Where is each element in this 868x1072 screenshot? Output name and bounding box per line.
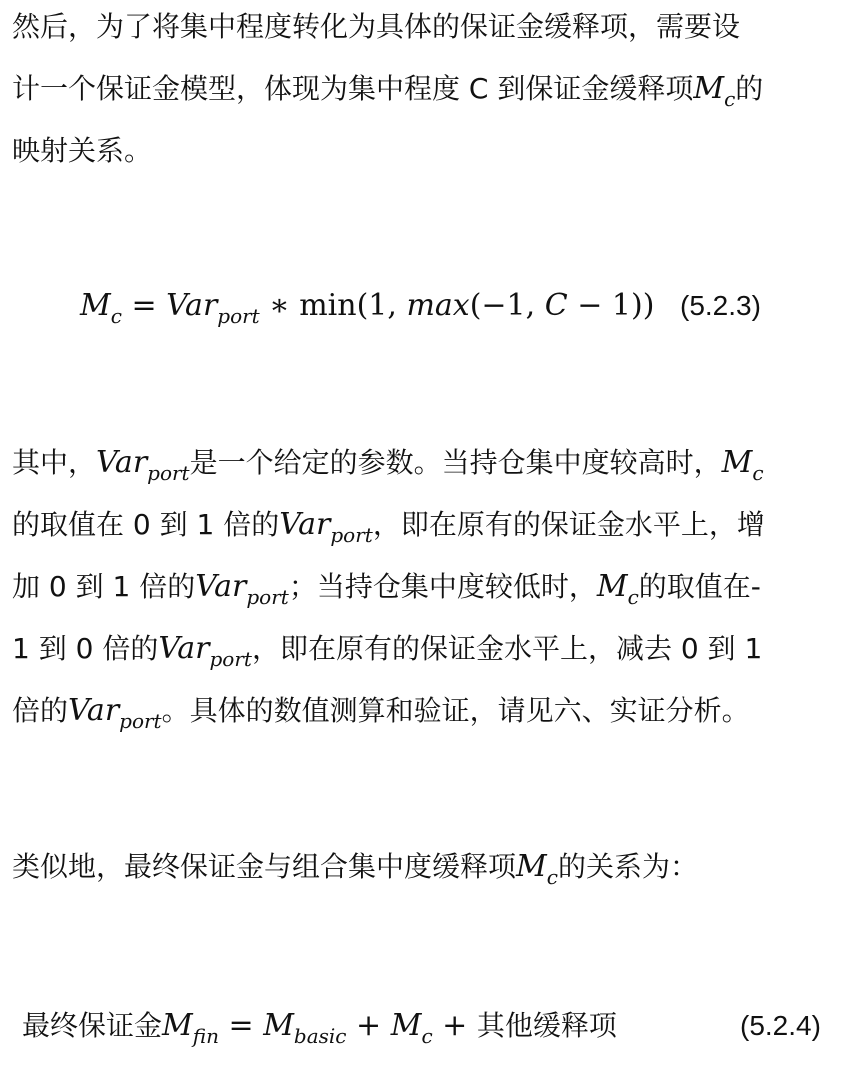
eq2-plus-2: + xyxy=(432,1008,477,1043)
math-var: Var xyxy=(279,507,331,542)
math-M: M xyxy=(516,849,547,884)
para2-l1-b: 是一个给定的参数。当持仓集中度较高时， xyxy=(189,446,722,479)
math-sub-c: c xyxy=(724,87,736,111)
eq2-M-c: M xyxy=(390,1008,422,1043)
eq1-times: ∗ xyxy=(259,288,300,323)
para2-l3-c: 的取值在- xyxy=(638,570,761,603)
para3-tail: 的关系为： xyxy=(557,850,698,883)
eq2-fin-sub: fin xyxy=(192,1024,219,1048)
equation-5-2-3 xyxy=(80,284,654,330)
eq1-args: (−1, xyxy=(469,288,545,323)
para2-l3-b: ；当持仓集中度较低时， xyxy=(288,570,597,603)
eq2-c-sub: c xyxy=(421,1024,433,1048)
math-sub-port: port xyxy=(246,585,289,609)
math-sub-port: port xyxy=(209,647,252,671)
eq1-var: Var xyxy=(166,288,218,323)
equation-number-5-2-4: (5.2.4) xyxy=(740,1010,821,1041)
para2-l4-a: 1 到 0 倍的 xyxy=(12,632,159,665)
eq1-M-sub: c xyxy=(110,304,122,328)
math-sub-c: c xyxy=(752,461,764,485)
para2-l5-b: 。具体的数值测算和验证，请见六、实证分析。 xyxy=(161,694,750,727)
math-sub-c: c xyxy=(546,865,558,889)
para2-l2-a: 的取值在 0 到 1 倍的 xyxy=(12,508,280,541)
para2-l1-a: 其中， xyxy=(12,446,97,479)
eq1-open: (1, xyxy=(356,288,407,323)
eq2-M-fin: M xyxy=(162,1008,193,1043)
para2-line5 xyxy=(12,690,856,734)
para2-line3 xyxy=(12,566,856,610)
eq2-others: 其他缓释项 xyxy=(476,1009,617,1042)
math-M: M xyxy=(693,71,725,106)
math-sub-c: c xyxy=(627,585,639,609)
eq1-var-sub: port xyxy=(217,304,260,328)
para2-line2-wrap xyxy=(12,504,765,548)
math-var: Var xyxy=(96,445,148,480)
eq1-M: M xyxy=(80,288,111,323)
para1-line2 xyxy=(12,68,856,112)
equation-5-2-4 xyxy=(22,1004,617,1050)
para1-line2-text: 计一个保证金模型，体现为集中程度 C 到保证金缓释项 xyxy=(12,72,694,105)
para1-line3 xyxy=(12,130,856,172)
para1-line2-wrap xyxy=(12,68,763,112)
equation-number-5-2-3: (5.2.3) xyxy=(680,290,761,321)
math-var: Var xyxy=(158,631,210,666)
para2-line4-wrap xyxy=(12,628,762,672)
para2-line4 xyxy=(12,628,856,672)
math-var: Var xyxy=(195,569,247,604)
para1-line3-text: 映射关系。 xyxy=(12,134,153,167)
eq2-plus-1: + xyxy=(346,1008,391,1043)
para2-line2 xyxy=(12,504,856,548)
eq1-max: max xyxy=(406,288,470,323)
para2-line1 xyxy=(12,442,856,486)
eq2-M-basic: M xyxy=(263,1008,294,1043)
math-sub-port: port xyxy=(147,461,190,485)
eq2-eq-sign: = xyxy=(218,1008,264,1043)
para2-l4-b: ，即在原有的保证金水平上，减去 0 到 1 xyxy=(251,632,763,665)
eq1-minus-one: − 1)) xyxy=(567,288,655,323)
eq1-eq-sign: = xyxy=(121,288,167,323)
para2-line1-wrap xyxy=(12,442,764,486)
eq1-C: C xyxy=(544,288,568,323)
math-sub-port: port xyxy=(119,709,162,733)
para2-l2-b: ，即在原有的保证金水平上，增 xyxy=(372,508,765,541)
para1-line2-tail: 的 xyxy=(735,72,764,105)
math-M: M xyxy=(596,569,628,604)
para3-line xyxy=(12,846,856,890)
para2-line3-wrap xyxy=(12,566,761,610)
eq2-lead: 最终保证金 xyxy=(22,1009,163,1042)
para2-l3-a: 加 0 到 1 倍的 xyxy=(12,570,196,603)
para3-text: 类似地，最终保证金与组合集中度缓释项 xyxy=(12,850,517,883)
math-M: M xyxy=(721,445,753,480)
eq1-min: min xyxy=(299,288,357,323)
para1-line1-text: 然后，为了将集中程度转化为具体的保证金缓释项，需要设 xyxy=(12,10,741,43)
para2-line5-wrap xyxy=(12,690,750,734)
para1-line1 xyxy=(12,6,856,48)
para2-l5-a: 倍的 xyxy=(12,694,69,727)
math-var: Var xyxy=(68,693,120,728)
eq2-basic-sub: basic xyxy=(293,1024,347,1048)
math-sub-port: port xyxy=(330,523,373,547)
